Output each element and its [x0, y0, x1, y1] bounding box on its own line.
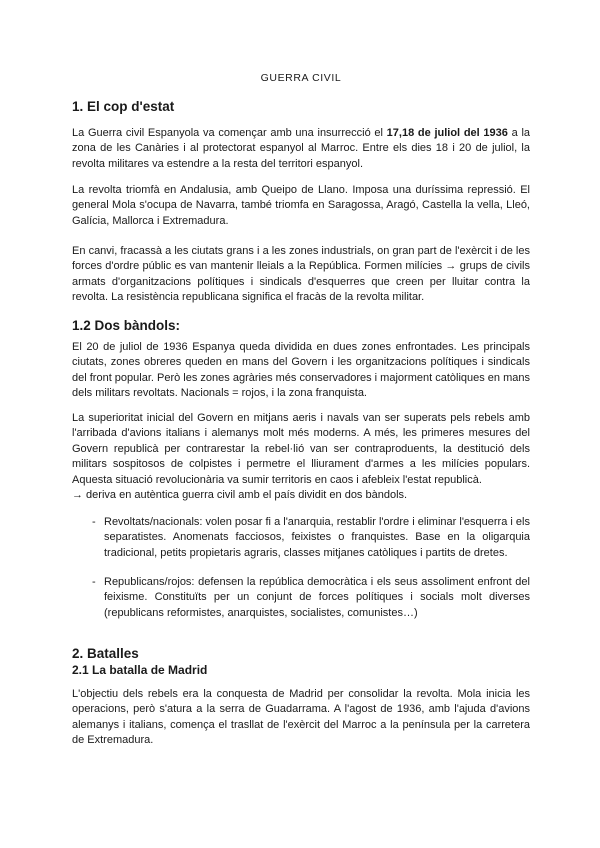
- arrow-conclusion: → deriva en autèntica guerra civil amb el país dividit en dos bàndols.: [72, 489, 408, 502]
- list-item-nacionals: [92, 515, 530, 561]
- paragraph-batalla-madrid: L'objectiu dels rebels era la conquesta de Madrid per consolidar la revolta. Mola inicia les operacions, però s'atura a la serra de Guadarrama. A l'agost de 1936, amb l'ajuda d'avions alemanys i italians, comença el trasllat de l'exèrcit del Marroc a la península per la carretera de Extremadura.: [72, 688, 530, 747]
- document-title: GUERRA CIVIL: [260, 72, 342, 84]
- list-item-republicans: [92, 575, 530, 621]
- paragraph-text: La superioritat inicial del Govern en mitjans aeris i navals van ser superats pels rebels amb l'arribada d'avions italians i alemanys molt més moderns. A més, les primeres mesures del Govern republicà per contrarestar la rebel·lió van ser contraproduents, la destitució dels militars sospitosos de colpistes i permetre el lliurament d'armes a les milícies populars. Aquesta situació revolucionària va sumir territoris en caos i afebleix l'estat republicà.: [72, 412, 530, 486]
- list-item-text: Republicans/rojos: defensen la república democràtica i els seus assoliment enfront del feixisme. Constituïts per un conjunt de forces polítiques i socials molt diverses (republicans reformistes, anarquistes, socialistes, comunistes…): [104, 576, 530, 619]
- paragraph-cop-destat-3: En canvi, fracassà a les ciutats grans i a les zones industrials, on gran part de l'exèrcit i de les forces d'ordre públic es van mantenir lleials a la República. Formen milícies → grups de civils armats d'organitzacions polítiques i sindicals d'esquerres que creen per lluitar contra la revolta. La resistència republicana significa el fracàs de la revolta militar.: [72, 245, 530, 304]
- section-heading-cop-destat: 1. El cop d'estat: [72, 99, 175, 114]
- section-heading-dos-bandols: 1.2 Dos bàndols:: [72, 318, 181, 333]
- subsection-heading-batalla-madrid: 2.1 La batalla de Madrid: [72, 663, 208, 677]
- section-heading-batalles: 2. Batalles: [72, 646, 139, 661]
- date-emphasis: 17,18 de juliol del 1936: [386, 127, 508, 139]
- paragraph-dos-bandols-1: El 20 de juliol de 1936 Espanya queda dividida en dues zones enfrontades. Les principals ciutats, zones obreres queden en mans del Govern i les organitzacions polítiques i sindicals del front popular. Però les zones agràries més conservadores i majorment catòliques en mans dels militars revoltats. Nacionals = rojos, i la zona franquista.: [72, 341, 530, 400]
- list-bullet: -: [92, 516, 96, 528]
- paragraph-text: a la zona de les Canàries i al protectorat espanyol al Marroc. Entre els dies 18 i 20 de juliol, la revolta militares va estendre a la resta del territori espanyol.: [72, 127, 531, 170]
- paragraph-cop-destat-1: [72, 126, 530, 172]
- list-bullet: -: [92, 576, 96, 588]
- paragraph-text: La Guerra civil Espanyola va començar amb una insurrecció el: [72, 127, 387, 139]
- paragraph-dos-bandols-2: [72, 411, 530, 503]
- paragraph-cop-destat-2: La revolta triomfà en Andalusia, amb Queipo de Llano. Imposa una duríssima repressió. El general Mola s'ocupa de Navarra, també triomfa en Saragossa, Aragó, Castella la vella, Lleó, Galícia, Mallorca i Extremadura.: [72, 184, 530, 227]
- list-item-text: Revoltats/nacionals: volen posar fi a l'anarquia, restablir l'ordre i eliminar l'esquerra i els separatistes. Anomenats facciosos, feixistes o franquistes. Base en la oligarquia tradicional, petits propietaris agraris, classes mitjanes catòliques i partits de dretes.: [104, 516, 530, 559]
